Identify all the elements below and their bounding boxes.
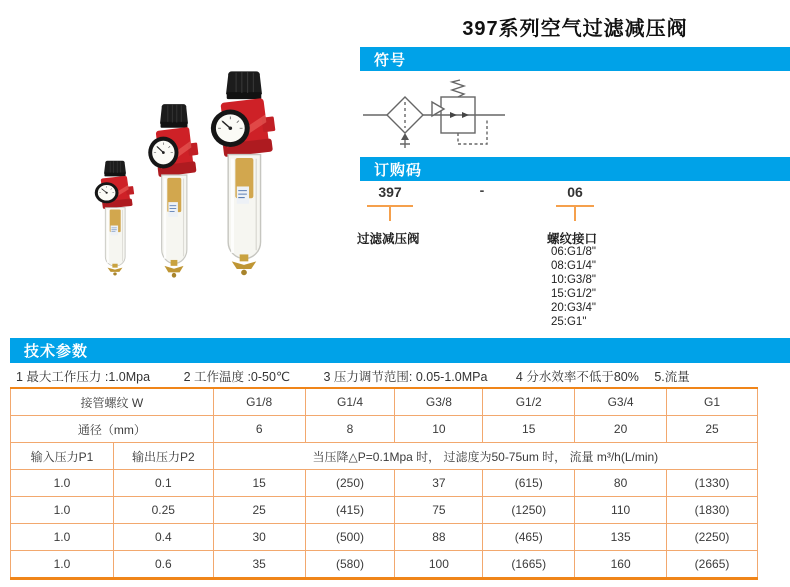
tech-note: 3 压力调节范围: 0.05-1.0MPa [323,370,488,384]
thread-header-label: 接管螺纹 W [11,388,214,416]
bore-value-cell: 6 [213,416,305,443]
table-row [11,470,758,497]
product-photo-small [93,160,137,277]
thread-size-cell: G3/4 [575,388,667,416]
flow-value-cell: 160 [575,551,667,579]
product-photo-medium [146,103,202,280]
p1-cell: 1.0 [11,524,114,551]
order-code-size: 06 [567,184,583,200]
p2-cell: 0.6 [113,551,213,579]
flow-value-cell: 110 [575,497,667,524]
drain-arrow [401,133,409,140]
thread-callout-label: 螺纹接口 [547,232,598,246]
flow-value-cell: (615) [483,470,575,497]
flow-value-cell: (580) [305,551,395,579]
flow-value-cell: (2665) [667,551,758,579]
p1-cell: 1.0 [11,497,114,524]
series-callout-label: 过滤减压阀 [357,232,420,246]
flow-value-cell: (1250) [483,497,575,524]
thread-size-cell: G1 [667,388,758,416]
symbol-section-header [360,47,790,71]
p2-cell: 0.4 [113,524,213,551]
table-row [11,388,758,416]
flow-value-cell: 25 [213,497,305,524]
thread-option: 10:G3/8" [551,274,597,286]
tech-params-section-header [10,338,790,363]
tech-note: 5.流量 [654,370,690,384]
flow-value-cell: (2250) [667,524,758,551]
callout-tick-left-stem [389,206,391,221]
thread-option: 25:G1" [551,316,587,328]
bore-value-cell: 8 [305,416,395,443]
thread-size-cell: G1/4 [305,388,395,416]
thread-size-cell: G1/2 [483,388,575,416]
flow-value-cell: (1665) [483,551,575,579]
symbol-header-label: 符号 [374,51,407,69]
bore-value-cell: 20 [575,416,667,443]
pneumatic-symbol-diagram [363,78,508,150]
thread-size-cell: G1/8 [213,388,305,416]
order-code-separator: - [479,182,485,198]
flow-value-cell: (465) [483,524,575,551]
table-row [11,443,758,470]
flow-value-cell: 80 [575,470,667,497]
flow-value-cell: (1830) [667,497,758,524]
tech-params-header-label: 技术参数 [24,343,89,360]
thread-option: 15:G1/2" [551,288,597,300]
bore-label: 通径（mm） [11,416,214,443]
flow-value-cell: 35 [213,551,305,579]
bore-value-cell: 15 [483,416,575,443]
thread-option: 08:G1/4" [551,260,597,272]
thread-option: 20:G3/4" [551,302,597,314]
bore-value-cell: 25 [667,416,758,443]
tech-note: 2 工作温度 :0-50℃ [183,370,290,384]
flow-value-cell: (250) [305,470,395,497]
tech-note: 1 最大工作压力 :1.0Mpa [16,370,151,384]
flow-value-cell: 30 [213,524,305,551]
product-photo-large [208,70,280,278]
flow-value-cell: (500) [305,524,395,551]
tech-notes-line [16,367,690,385]
table-row [11,497,758,524]
table-row [11,416,758,443]
flow-condition-note: 当压降△P=0.1Mpa 时， 过滤度为50-75um 时， 流量 m³/h(L/min) [213,443,757,470]
flow-value-cell: 135 [575,524,667,551]
flow-value-cell: 37 [395,470,483,497]
p1-cell: 1.0 [11,551,114,579]
thread-size-cell: G3/8 [395,388,483,416]
callout-tick-right-stem [574,206,576,221]
order-code-header-label: 订购码 [374,161,423,179]
tech-note: 4 分水效率不低于80% [515,370,639,384]
output-pressure-label: 输出压力P2 [113,443,213,470]
flow-value-cell: 88 [395,524,483,551]
flow-value-cell: (415) [305,497,395,524]
flow-value-cell: (1330) [667,470,758,497]
input-pressure-label: 输入压力P1 [11,443,114,470]
flow-value-cell: 75 [395,497,483,524]
table-row [11,524,758,551]
thread-option: 06:G1/8" [551,246,597,258]
p2-cell: 0.1 [113,470,213,497]
bore-value-cell: 10 [395,416,483,443]
order-code-series: 397 [378,184,402,200]
table-row [11,551,758,579]
thread-option-list [551,245,596,329]
p2-cell: 0.25 [113,497,213,524]
spec-table [10,387,758,580]
page-title: 397系列空气过滤减压阀 [462,18,688,40]
p1-cell: 1.0 [11,470,114,497]
flow-value-cell: 100 [395,551,483,579]
order-code-section-header [360,157,790,181]
flow-value-cell: 15 [213,470,305,497]
